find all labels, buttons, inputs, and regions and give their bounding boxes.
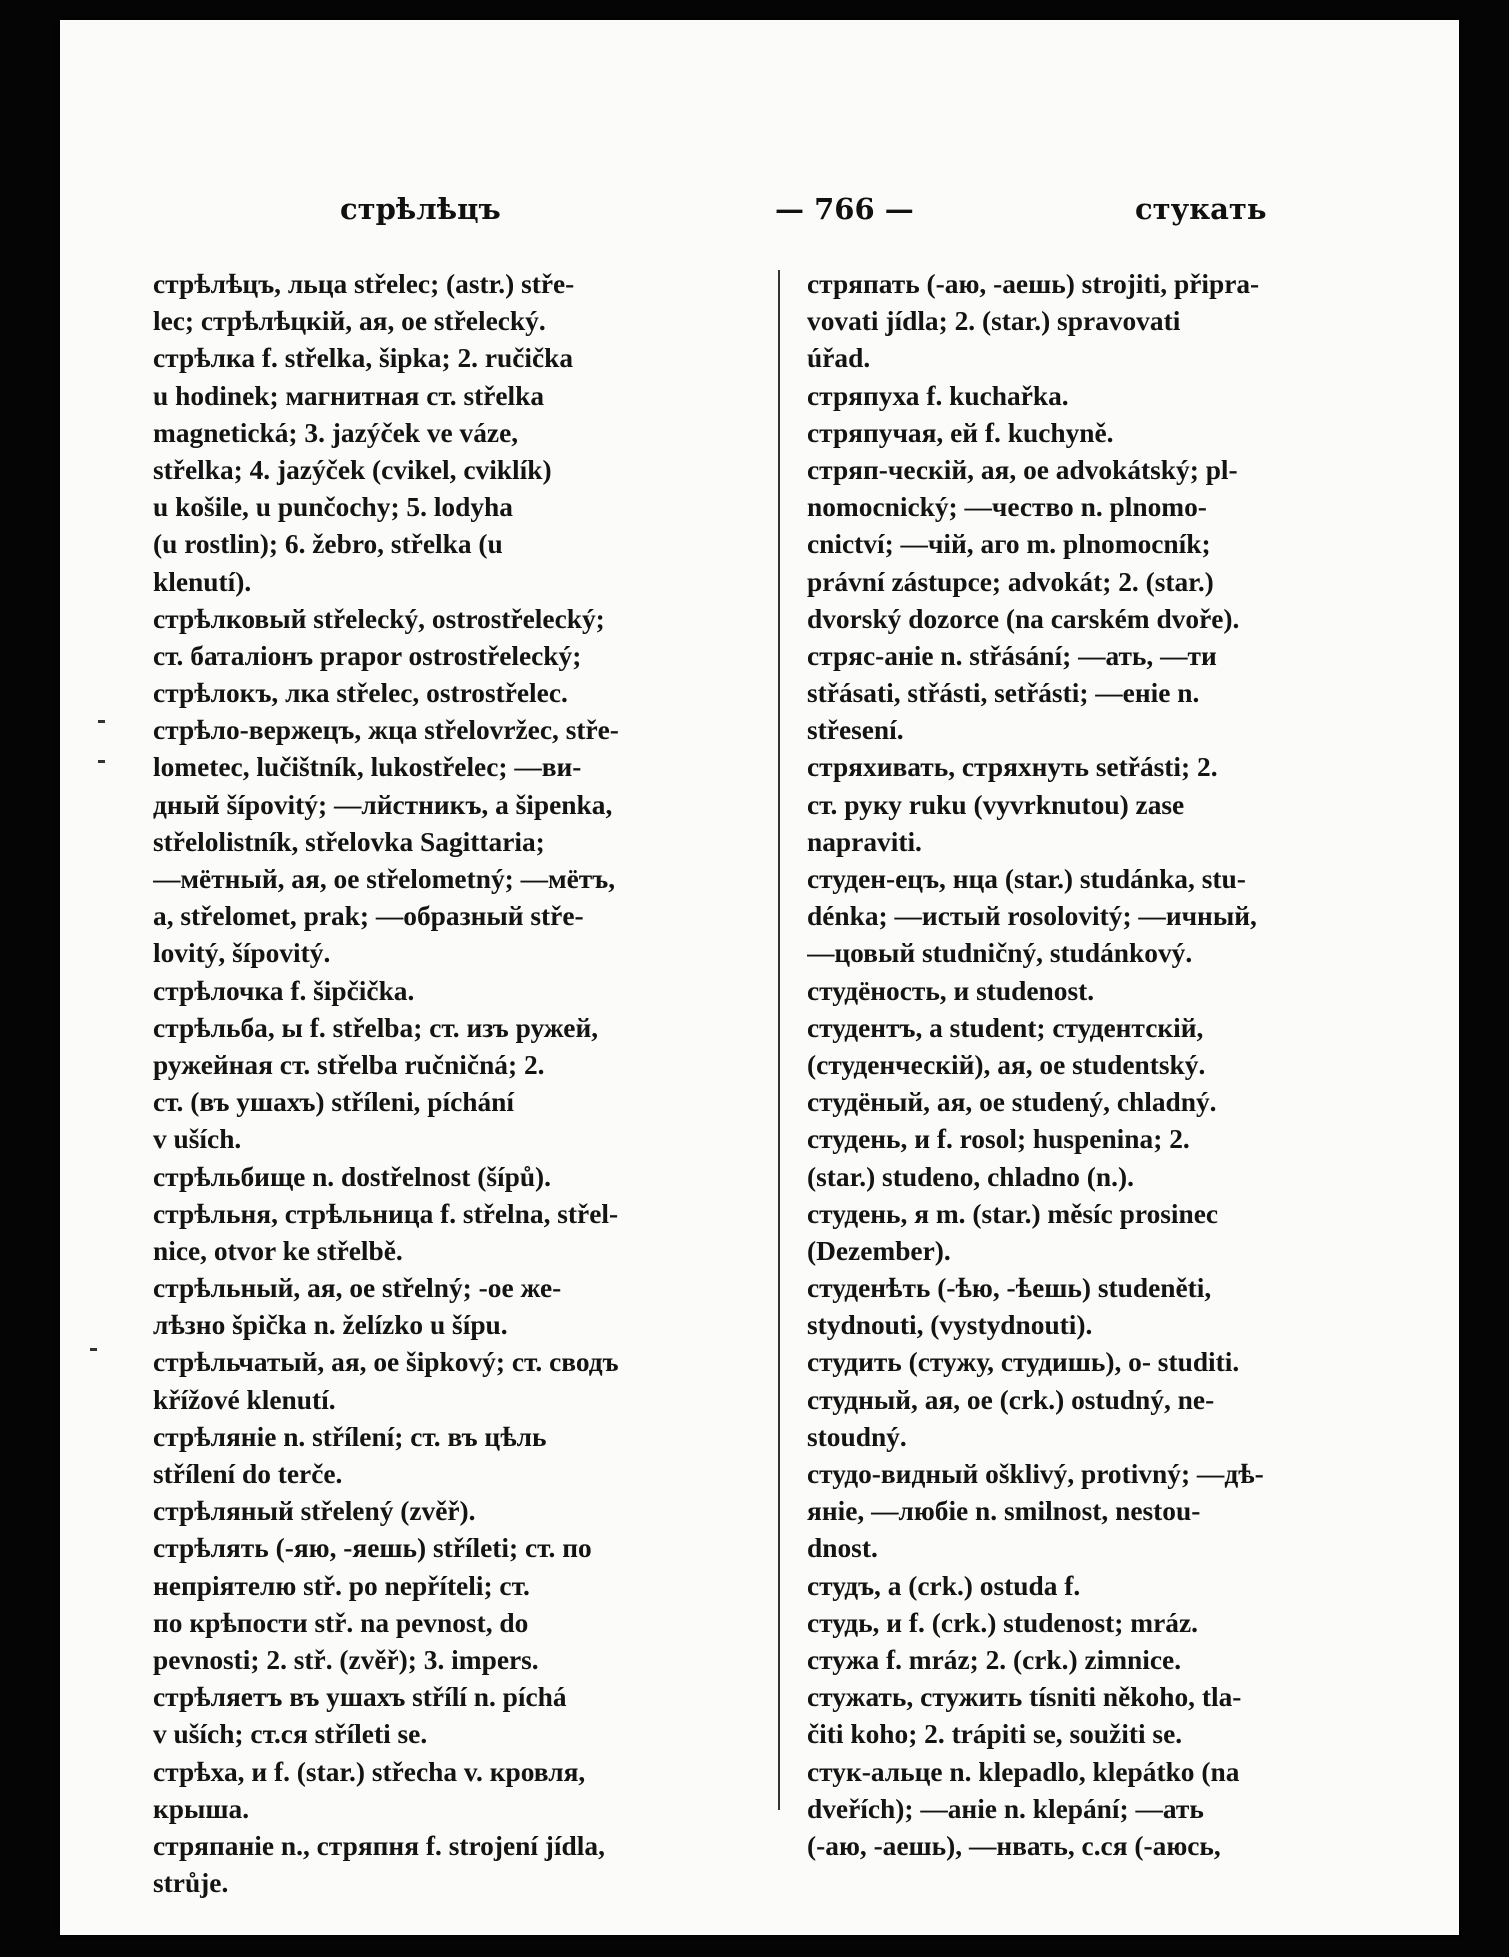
entry-line: u košile, u punčochy; 5. lodyha — [153, 492, 513, 523]
entry-line: студень, и f. rosol; huspenina; 2. — [807, 1124, 1190, 1155]
entry-line: непріятелю stř. po nepříteli; ст. — [153, 1570, 530, 1601]
entry-line: křížové klenutí. — [153, 1384, 336, 1415]
entry-line: ст. (въ ушахъ) stříleni, píchání — [153, 1087, 515, 1118]
entry-line: студь, и f. (crk.) studenost; mráz. — [807, 1607, 1198, 1638]
left-column — [153, 266, 843, 1902]
entry-line: lovitý, šípovitý. — [153, 938, 331, 969]
entry-line: strůje. — [153, 1868, 229, 1899]
entry-line: стрѣльня, стрѣльница f. střelna, střel- — [153, 1198, 619, 1229]
entry-line: стрѣльный, ая, ое střelný; -ое же- — [153, 1273, 562, 1304]
entry-line: cnictví; —чій, аго m. plnomocník; — [807, 529, 1211, 560]
entry-line: стрѣлковый střelecký, ostrostřelecký; — [153, 603, 605, 634]
entry-line: стрѣлѣцъ, льца střelec; (astr.) stře- — [153, 269, 575, 299]
entry-line: стрѣльчатый, ая, ое šipkový; ст. сводъ — [153, 1347, 619, 1378]
entry-line: по крѣпости stř. na pevnost, do — [153, 1607, 529, 1638]
entry-line: стрѣлка f. střelka, šipka; 2. ručička — [153, 343, 574, 374]
entry-line: u hodinek; магнитная ст. střelka — [153, 380, 545, 411]
entry-line: nomocnický; —чество n. plnomo- — [807, 492, 1207, 523]
entry-line: стряс-аніе n. střásání; —ать, —ти — [807, 640, 1217, 671]
dictionary-page — [60, 20, 1459, 1935]
entry-line: v uších; ст.ся stříleti se. — [153, 1719, 428, 1750]
entry-line: pevnosti; 2. stř. (zvěř); 3. impers. — [153, 1644, 539, 1675]
entry-line: úřad. — [807, 343, 871, 374]
entry-line: klenutí). — [153, 566, 252, 597]
entry-line: а, střelomet, prak; —образный stře- — [153, 901, 584, 932]
entry-line: střesení. — [807, 715, 904, 746]
entry-line: студенѣть (-ѣю, -ѣешь) studeněti, — [807, 1273, 1212, 1304]
entry-line: dvorský dozorce (na carském dvoře). — [807, 603, 1240, 634]
entry-line: дный šípovitý; —лйстникъ, а šipenka, — [153, 789, 613, 820]
entry-line: стрѣлять (-яю, -яешь) stříleti; ст. по — [153, 1533, 592, 1564]
running-header — [340, 192, 1267, 234]
entry-line: (-аю, -аешь), —нвать, с.ся (-аюсь, — [807, 1830, 1221, 1861]
right-column — [807, 266, 1507, 1865]
entry-line: právní zástupce; advokát; 2. (star.) — [807, 566, 1214, 597]
entry-line: стряп-ческій, ая, ое advokátský; pl- — [807, 454, 1238, 485]
entry-line: стрѣлокъ, лка střelec, ostrostřelec. — [153, 678, 568, 709]
entry-line: dénka; —истый rosolovitý; —ичный, — [807, 901, 1257, 932]
entry-line: vovati jídla; 2. (star.) spravovati — [807, 306, 1181, 337]
entry-line: стряпучая, ей f. kuchyně. — [807, 417, 1114, 448]
entry-line: (Dezember). — [807, 1235, 951, 1266]
entry-line: стрѣляный střelený (zvěř). — [153, 1496, 476, 1527]
entry-line: стряпаніе n., стряпня f. strojení jídla, — [153, 1830, 605, 1861]
entry-line: (студенческій), ая, ое studentský. — [807, 1049, 1206, 1080]
entry-line: стрѣха, и f. (star.) střecha v. кровля, — [153, 1756, 586, 1787]
entry-line: lometec, lučištník, lukostřelec; —ви- — [153, 752, 582, 783]
entry-line: ст. баталіонъ prapor ostrostřelecký; — [153, 640, 582, 671]
entry-line: ружейная ст. střelba ručničná; 2. — [153, 1049, 545, 1080]
entry-line: стужа f. mráz; 2. (crk.) zimnice. — [807, 1644, 1182, 1675]
entry-line: студёность, и studenost. — [807, 975, 1095, 1006]
entry-line: dveřích); —аніе n. klepání; —ать — [807, 1793, 1204, 1824]
margin-mark — [98, 760, 105, 763]
entry-line: студен-ецъ, нца (star.) studánka, stu- — [807, 864, 1246, 894]
entry-line: студентъ, а student; студентскій, — [807, 1012, 1204, 1043]
entry-line: стужать, стужить tísniti někoho, tla- — [807, 1682, 1242, 1713]
entry-line: (u rostlin); 6. žebro, střelka (u — [153, 529, 503, 560]
entry-line: стрѣляетъ въ ушахъ střílí n. píchá — [153, 1682, 567, 1713]
page-number: — 766 — — [775, 192, 914, 226]
margin-mark — [98, 720, 105, 723]
entry-line: студъ, а (crk.) ostuda f. — [807, 1570, 1081, 1601]
entry-line: студень, я m. (star.) měsíc prosinec — [807, 1198, 1219, 1229]
entry-line: (star.) studeno, chladno (n.). — [807, 1161, 1134, 1192]
entry-line: стук-альце n. klepadlo, klepátko (na — [807, 1756, 1240, 1787]
entry-line: стряпуха f. kuchařka. — [807, 380, 1069, 411]
entry-line: lec; стрѣлѣцкій, ая, ое střelecký. — [153, 306, 546, 337]
header-left-guideword: стрѣлѣцъ — [340, 192, 501, 226]
column-divider — [778, 270, 780, 1810]
entry-line: střílení do terče. — [153, 1459, 343, 1489]
entry-line: magnetická; 3. jazýček ve váze, — [153, 417, 519, 448]
entry-line: čiti koho; 2. trápiti se, soužiti se. — [807, 1719, 1183, 1750]
margin-mark — [90, 1348, 97, 1351]
entry-line: dnost. — [807, 1533, 878, 1564]
entry-line: ст. руку ruku (vyvrknutou) zase — [807, 789, 1185, 820]
entry-line: студить (стужу, студишь), о- studiti. — [807, 1347, 1240, 1378]
entry-line: stoudný. — [807, 1421, 907, 1452]
header-right-guideword: стукать — [1135, 192, 1267, 226]
entry-line: střelka; 4. jazýček (cvikel, cviklík) — [153, 454, 552, 485]
entry-line: студёный, ая, ое studený, chladný. — [807, 1087, 1217, 1118]
entry-line: стрѣльбище n. dostřelnost (šípů). — [153, 1161, 552, 1192]
entry-line: střásati, střásti, setřásti; —еніе n. — [807, 678, 1200, 709]
entry-line: студо-видный ošklivý, protivný; —дѣ- — [807, 1459, 1264, 1489]
entry-line: стрѣлочка f. šipčička. — [153, 975, 415, 1006]
entry-line: яніе, —любіе n. smilnost, nestou- — [807, 1496, 1201, 1527]
entry-line: стрѣло-вержецъ, жца střelovržec, stře- — [153, 715, 619, 746]
entry-line: крыша. — [153, 1793, 250, 1824]
entry-line: стряпать (-аю, -аешь) strojiti, připra- — [807, 269, 1260, 299]
entry-line: стряхивать, стряхнуть setřásti; 2. — [807, 752, 1218, 783]
entry-line: стрѣляніе n. střílení; ст. въ цѣль — [153, 1421, 547, 1452]
entry-line: стрѣльба, ы f. střelba; ст. изъ ружей, — [153, 1012, 599, 1043]
entry-line: napraviti. — [807, 826, 922, 857]
entry-line: —мётный, ая, ое střelometný; —мётъ, — [153, 864, 616, 894]
entry-line: stydnouti, (vystydnouti). — [807, 1310, 1093, 1341]
entry-line: —цовый studničný, studánkový. — [807, 938, 1193, 969]
entry-line: студный, ая, ое (crk.) ostudný, ne- — [807, 1384, 1215, 1415]
entry-line: лѣзно špička n. želízko u šípu. — [153, 1310, 508, 1341]
entry-line: v uších. — [153, 1124, 242, 1155]
entry-line: nice, otvor ke střelbě. — [153, 1235, 403, 1266]
entry-line: střelolistník, střelovka Sagittaria; — [153, 826, 545, 857]
